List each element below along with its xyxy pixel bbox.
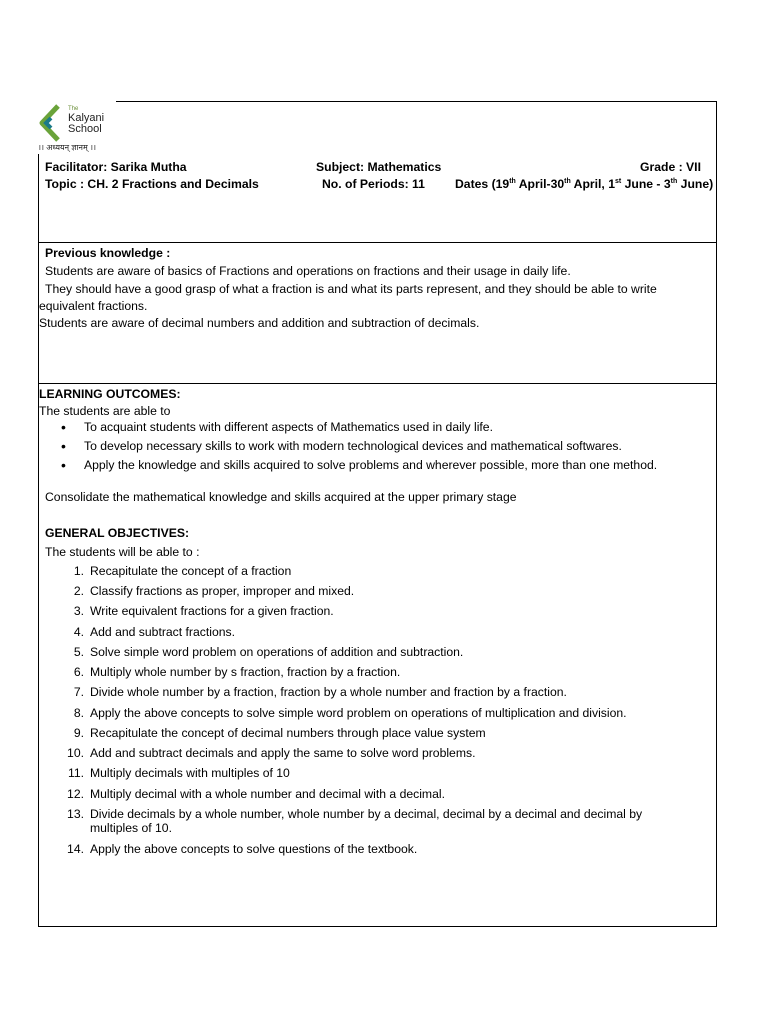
dates-part: June - 3 bbox=[621, 177, 671, 191]
item-text: Apply the above concepts to solve questions of the textbook. bbox=[90, 841, 418, 856]
dates-sup: th bbox=[509, 178, 516, 185]
subject: Subject: Mathematics bbox=[316, 160, 442, 174]
item-number: 4. bbox=[73, 624, 84, 639]
item-number: 14. bbox=[67, 841, 84, 856]
item-number: 7. bbox=[73, 685, 84, 700]
item-text: Apply the above concepts to solve simple word problem on operations of multiplication and division. bbox=[90, 705, 627, 720]
item-number: 1. bbox=[73, 564, 84, 578]
dates bbox=[455, 177, 713, 192]
previous-knowledge-line: equivalent fractions. bbox=[39, 299, 148, 313]
list-item bbox=[62, 685, 702, 700]
grade: Grade : VII bbox=[640, 160, 701, 174]
periods: No. of Periods: 11 bbox=[322, 177, 425, 191]
list-item: • To acquaint students with different aspects of Mathematics used in daily life. bbox=[60, 420, 657, 439]
previous-knowledge-line: Students are aware of decimal numbers and addition and subtraction of decimals. bbox=[39, 316, 480, 330]
list-item bbox=[62, 842, 702, 857]
dates-sup: th bbox=[670, 178, 678, 185]
list-item bbox=[62, 706, 702, 721]
dates-sup: th bbox=[564, 178, 571, 185]
item-text: Solve simple word problem on operations of addition and subtraction. bbox=[90, 644, 464, 659]
school-name-line1: Kalyani bbox=[68, 112, 105, 124]
list-item bbox=[62, 746, 702, 761]
item-text: Multiply whole number by s fraction, fraction by a fraction. bbox=[90, 665, 401, 680]
list-item bbox=[62, 766, 702, 781]
school-name-the: The bbox=[68, 106, 79, 112]
previous-knowledge-heading: Previous knowledge : bbox=[45, 246, 171, 260]
dates-part: April, 1 bbox=[570, 177, 615, 191]
row-divider bbox=[38, 383, 717, 384]
list-item bbox=[62, 807, 702, 836]
list-item: • To develop necessary skills to work with modern technological devices and mathematical softwares. bbox=[60, 439, 657, 458]
learning-outcomes-heading: LEARNING OUTCOMES: bbox=[39, 387, 181, 401]
school-logo-icon bbox=[38, 104, 62, 144]
item-text: Recapitulate the concept of a fraction bbox=[90, 564, 292, 578]
item-text: Multiply decimal with a whole number and decimal with a decimal. bbox=[90, 786, 445, 801]
dates-part: April-30 bbox=[515, 177, 565, 191]
row-divider bbox=[38, 242, 717, 243]
item-text: Divide whole number by a fraction, fraction by a whole number and fraction by a fraction. bbox=[90, 685, 567, 700]
item-text: Classify fractions as proper, improper and mixed. bbox=[90, 584, 355, 599]
list-item: • Apply the knowledge and skills acquired to solve problems and wherever possible, more than one method. bbox=[60, 458, 657, 477]
general-objectives-list bbox=[62, 564, 702, 862]
previous-knowledge-line: Students are aware of basics of Fractions and operations on fractions and their usage in daily life. bbox=[45, 264, 571, 278]
previous-knowledge-line: They should have a good grasp of what a fraction is and what its parts represent, and they should be able to write bbox=[45, 282, 657, 296]
item-number: 3. bbox=[73, 604, 84, 619]
item-number: 13. bbox=[67, 806, 84, 821]
item-text: Write equivalent fractions for a given fraction. bbox=[90, 604, 334, 619]
school-name-line2: School bbox=[68, 123, 102, 135]
list-item bbox=[62, 726, 702, 741]
item-text: Divide decimals by a whole number, whole number by a decimal, decimal by a decimal and decimal by multiples of 10. bbox=[90, 806, 643, 836]
item-text: Add and subtract fractions. bbox=[90, 624, 235, 639]
item-number: 2. bbox=[73, 584, 84, 599]
list-item bbox=[62, 564, 702, 579]
facilitator: Facilitator: Sarika Mutha bbox=[45, 160, 187, 174]
item-number: 6. bbox=[73, 665, 84, 680]
general-objectives-intro: The students will be able to : bbox=[45, 545, 200, 559]
school-motto: ।। अध्ययन् ज्ञानम् ।। bbox=[38, 143, 97, 152]
school-name bbox=[68, 106, 104, 135]
topic: Topic : CH. 2 Fractions and Decimals bbox=[45, 177, 259, 191]
consolidate-text: Consolidate the mathematical knowledge and skills acquired at the upper primary stage bbox=[45, 490, 517, 504]
list-item bbox=[62, 645, 702, 660]
item-number: 12. bbox=[67, 786, 84, 801]
list-item bbox=[62, 787, 702, 802]
item-text: Multiply decimals with multiples of 10 bbox=[90, 766, 290, 781]
list-item bbox=[62, 584, 702, 599]
item-number: 5. bbox=[73, 644, 84, 659]
item-text: Recapitulate the concept of decimal numbers through place value system bbox=[90, 725, 486, 740]
list-item bbox=[62, 604, 702, 619]
learning-outcomes-intro: The students are able to bbox=[39, 404, 171, 418]
list-item bbox=[62, 665, 702, 680]
item-number: 10. bbox=[67, 746, 84, 761]
dates-part: June) bbox=[677, 177, 714, 191]
item-text: Add and subtract decimals and apply the same to solve word problems. bbox=[90, 746, 476, 761]
item-number: 9. bbox=[73, 725, 84, 740]
dates-part: Dates (19 bbox=[455, 177, 510, 191]
list-item bbox=[62, 625, 702, 640]
item-number: 11. bbox=[67, 766, 84, 781]
general-objectives-heading: GENERAL OBJECTIVES: bbox=[45, 526, 190, 540]
item-number: 8. bbox=[73, 705, 84, 720]
learning-outcomes-list bbox=[60, 420, 657, 477]
dates-sup: st bbox=[614, 178, 622, 185]
